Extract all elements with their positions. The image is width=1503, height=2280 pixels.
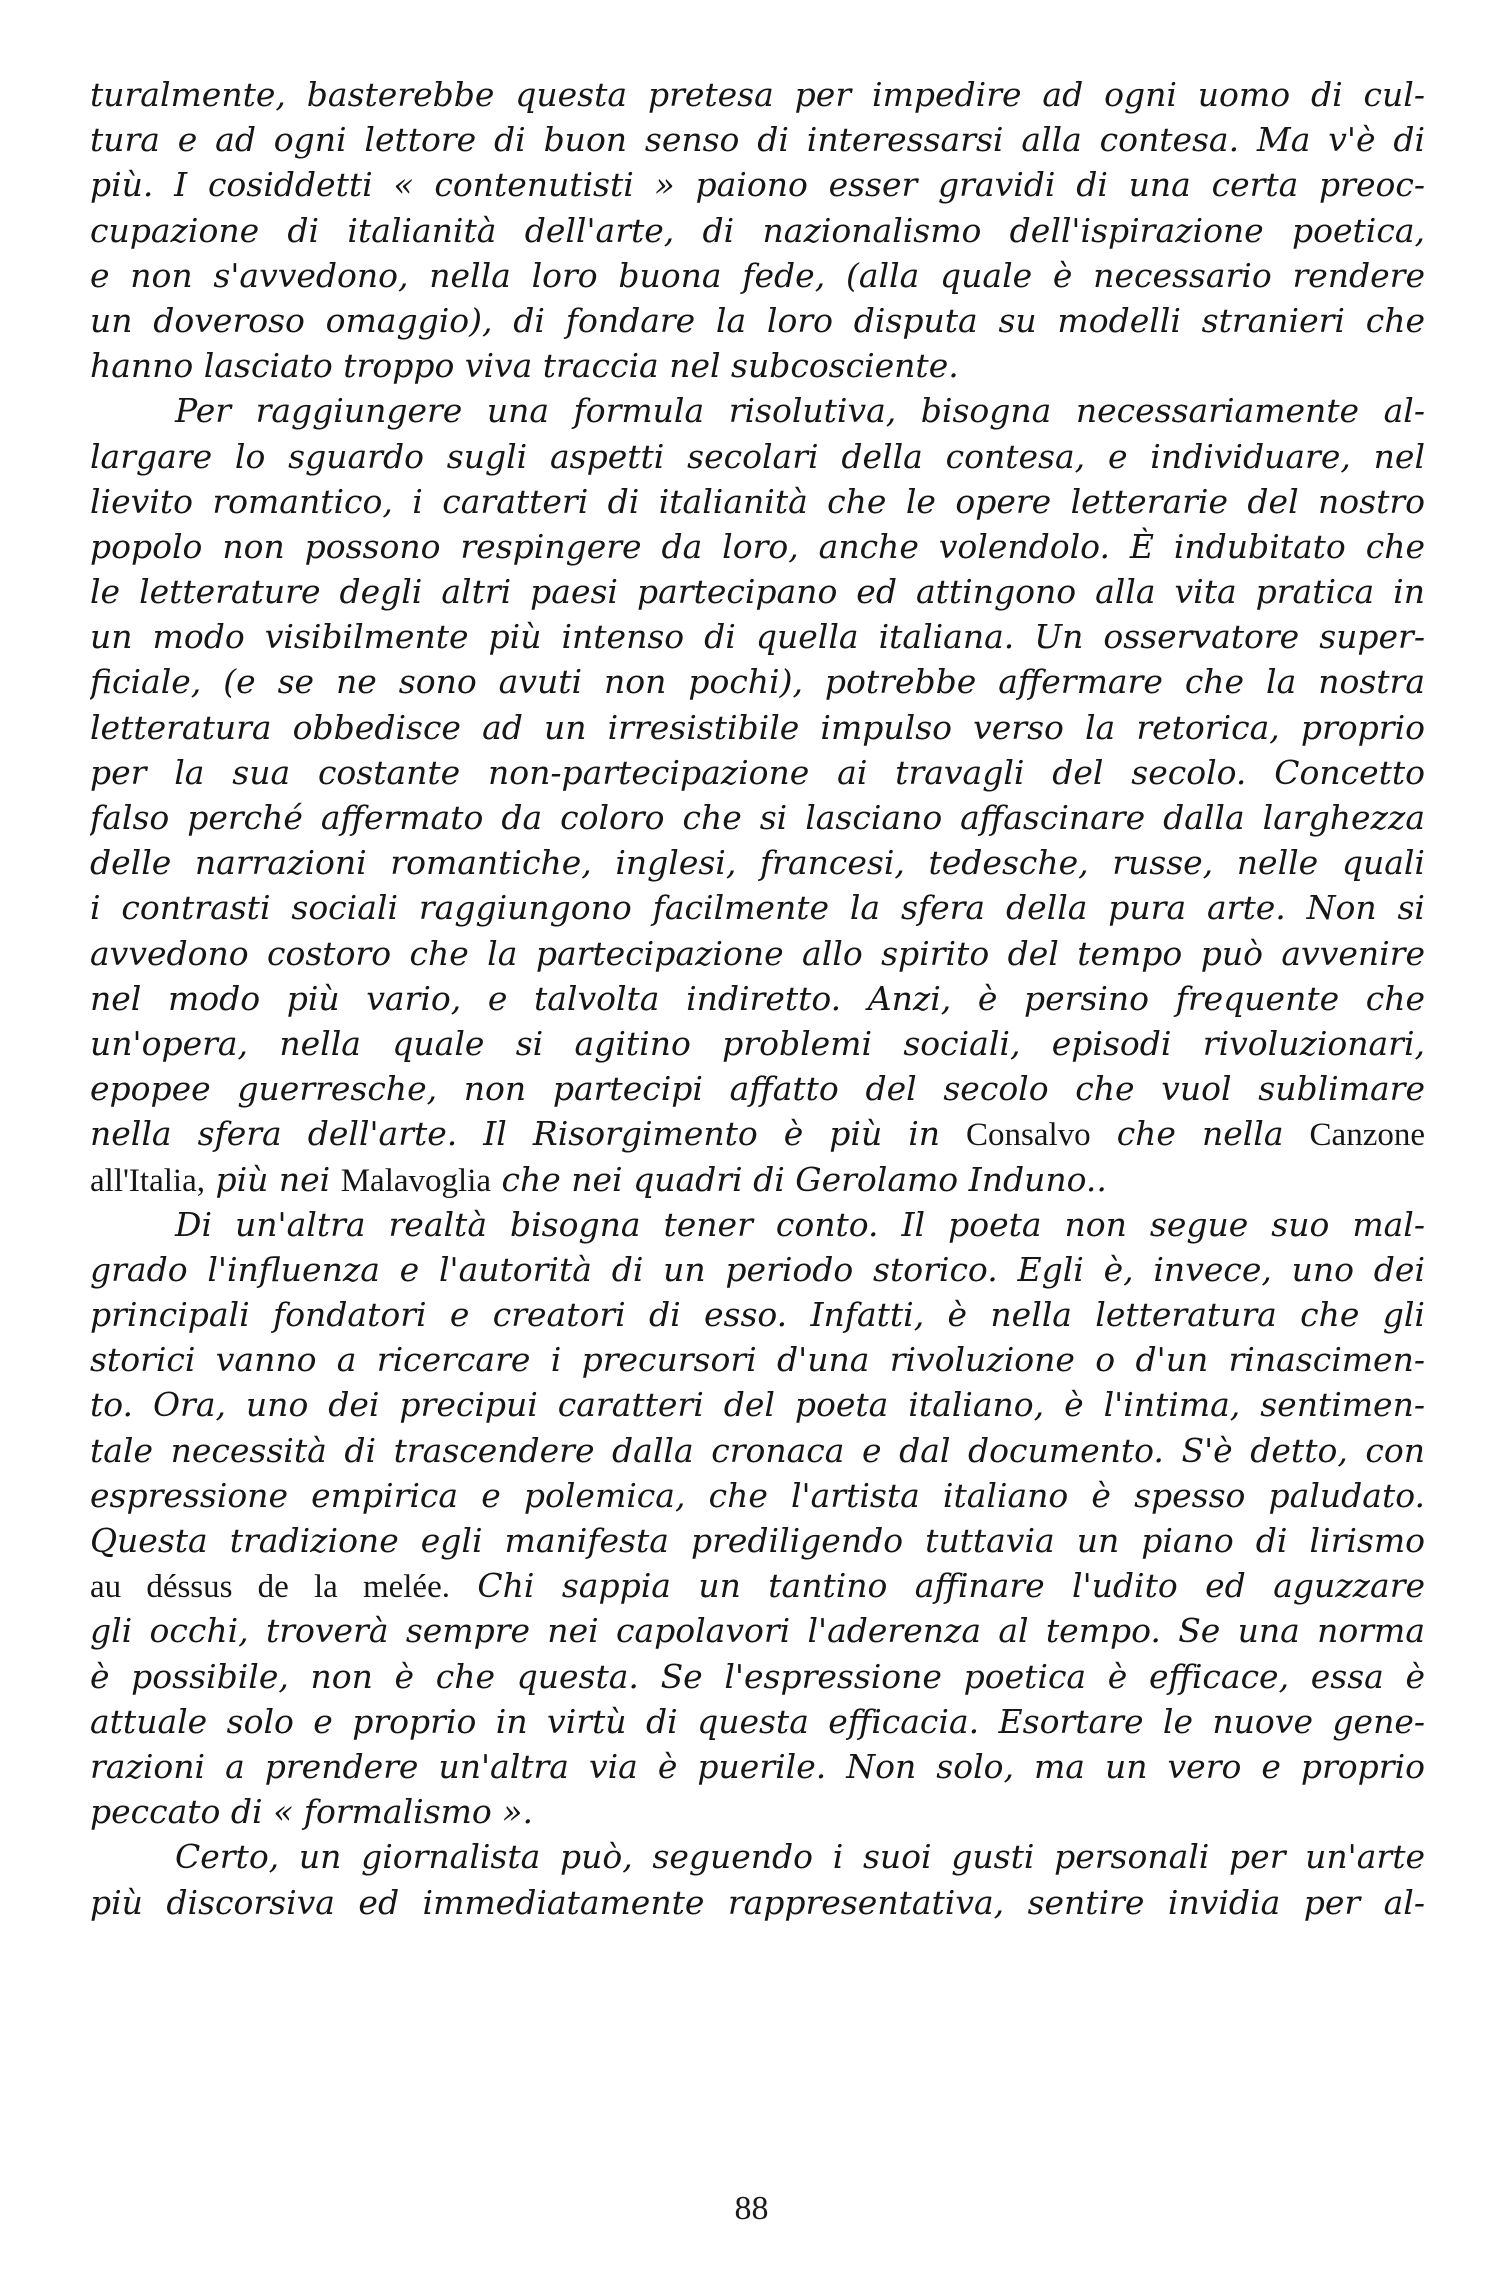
text-line: grado l'influenza e l'autorità di un periodo storico. Egli è, invece, uno dei	[90, 1249, 1425, 1289]
body-text	[90, 72, 1425, 1925]
text-line: ficiale, (e se ne sono avuti non pochi), potrebbe affermare che la nostra	[90, 662, 1425, 702]
text-line: nel modo più vario, e talvolta indiretto. Anzi, è persino frequente che	[90, 978, 1425, 1018]
text-line: peccato di « formalismo ».	[90, 1792, 533, 1832]
text-line: più discorsiva ed immediatamente rappresentativa, sentire invidia per al-	[90, 1882, 1425, 1922]
text-line: le letterature degli altri paesi partecipano ed attingono alla vita pratica in	[90, 572, 1425, 612]
text-line: letteratura obbedisce ad un irresistibile impulso verso la retorica, proprio	[90, 707, 1425, 747]
text-line: e non s'avvedono, nella loro buona fede, (alla quale è necessario rendere	[90, 255, 1425, 295]
text-line: più. I cosiddetti « contenutisti » paiono esser gravidi di una certa preoc-	[90, 165, 1425, 205]
text-line: epopee guerresche, non partecipi affatto del secolo che vuol sublimare	[90, 1069, 1425, 1109]
text-line: Questa tradizione egli manifesta prediligendo tuttavia un piano di lirismo	[90, 1521, 1425, 1560]
text-line: turalmente, basterebbe questa pretesa per impedire ad ogni uomo di cul-	[90, 75, 1425, 114]
text-line: principali fondatori e creatori di esso. Infatti, è nella letteratura che gli	[90, 1295, 1425, 1335]
text-line: largare lo sguardo sugli aspetti secolari della contesa, e individuare, nel	[90, 436, 1425, 476]
text-line: attuale solo e proprio in virtù di questa efficacia. Esortare le nuove gene-	[90, 1701, 1425, 1741]
text-line: Di un'altra realtà bisogna tener conto. Il poeta non segue suo mal-	[175, 1204, 1425, 1244]
text-line: i contrasti sociali raggiungono facilmente la sfera della pura arte. Non si	[90, 888, 1425, 928]
text-line: cupazione di italianità dell'arte, di nazionalismo dell'ispirazione poetica,	[90, 210, 1425, 250]
page-number: 88	[734, 2190, 769, 2227]
text-line: delle narrazioni romantiche, inglesi, francesi, tedesche, russe, nelle quali	[90, 843, 1425, 883]
text-line: per la sua costante non-partecipazione ai travagli del secolo. Concetto	[90, 752, 1425, 792]
text-line: è possibile, non è che questa. Se l'espressione poetica è efficace, essa è	[90, 1656, 1425, 1696]
text-line: all'Italia, più nei Malavoglia che nei quadri di Gerolamo Induno..	[90, 1159, 1107, 1199]
text-line: popolo non possono respingere da loro, anche volendolo. È indubitato che	[90, 526, 1425, 566]
text-line: razioni a prendere un'altra via è puerile. Non solo, ma un vero e proprio	[90, 1746, 1425, 1786]
text-line: lievito romantico, i caratteri di italianità che le opere letterarie del nostro	[90, 481, 1425, 521]
text-line: un modo visibilmente più intenso di quella italiana. Un osservatore super-	[90, 617, 1425, 657]
text-line: avvedono costoro che la partecipazione allo spirito del tempo può avvenire	[90, 933, 1425, 973]
text-line: nella sfera dell'arte. Il Risorgimento è più in Consalvo che nella Canzone	[90, 1114, 1425, 1154]
text-line: to. Ora, uno dei precipui caratteri del poeta italiano, è l'intima, sentimen-	[90, 1385, 1425, 1425]
text-line: Per raggiungere una formula risolutiva, bisogna necessariamente al-	[175, 391, 1425, 431]
text-line: tale necessità di trascendere dalla cronaca e dal documento. S'è detto, con	[90, 1430, 1425, 1470]
text-line: un doveroso omaggio), di fondare la loro disputa su modelli stranieri che	[90, 300, 1425, 340]
text-line: au déssus de la melée. Chi sappia un tantino affinare l'udito ed aguzzare	[90, 1566, 1425, 1606]
text-line: hanno lasciato troppo viva traccia nel subcosciente.	[90, 346, 959, 386]
text-line: Certo, un giornalista può, seguendo i suoi gusti personali per un'arte	[175, 1837, 1425, 1877]
text-line: un'opera, nella quale si agitino problemi sociali, episodi rivoluzionari,	[90, 1023, 1425, 1063]
text-line: tura e ad ogni lettore di buon senso di interessarsi alla contesa. Ma v'è di	[90, 120, 1425, 160]
text-line: storici vanno a ricercare i precursori d'una rivoluzione o d'un rinascimen-	[90, 1340, 1425, 1380]
text-line: espressione empirica e polemica, che l'artista italiano è spesso paludato.	[90, 1475, 1425, 1515]
text-line: gli occhi, troverà sempre nei capolavori l'aderenza al tempo. Se una norma	[90, 1611, 1425, 1651]
text-line: falso perché affermato da coloro che si lasciano affascinare dalla larghezza	[90, 798, 1425, 837]
